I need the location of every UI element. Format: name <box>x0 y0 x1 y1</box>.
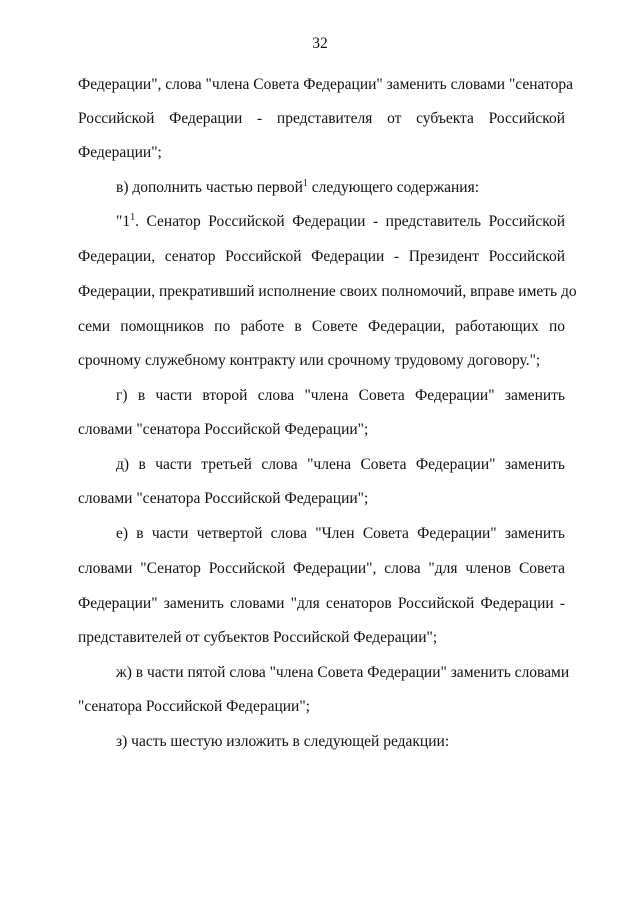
superscript: 1 <box>130 212 136 223</box>
text-line <box>116 177 565 199</box>
text-line <box>78 350 565 372</box>
text-line-content: "сенатора Российской Федерации"; <box>78 698 310 715</box>
text-line <box>78 316 565 338</box>
text-line <box>78 142 565 164</box>
page-number: 32 <box>312 35 328 52</box>
text-line <box>116 454 565 476</box>
text-line <box>78 696 565 718</box>
text-line-content: Федерации" заменить словами "для сенаторов Российской Федерации - <box>78 595 565 612</box>
text-line <box>116 385 565 407</box>
text-line-content: д) в части третьей слова "члена Совета Федерации" заменить <box>116 456 565 473</box>
text-line <box>116 211 565 233</box>
text-line-content: е) в части четвертой слова "Член Совета Федерации" заменить <box>116 525 565 542</box>
text-line-content: срочному служебному контракту или срочному трудовому договору."; <box>78 352 541 369</box>
text-line-content: представителей от субъектов Российской Федерации"; <box>78 629 438 646</box>
text-line <box>116 523 565 545</box>
text-line-continuation: . Сенатор Российской Федерации - представитель Российской <box>135 213 565 230</box>
text-line-content: словами "сенатора Российской Федерации"; <box>78 421 369 438</box>
text-line-continuation: следующего содержания: <box>307 179 480 196</box>
text-line <box>78 593 565 615</box>
text-line <box>78 419 565 441</box>
text-line-content: з) часть шестую изложить в следующей редакции: <box>116 733 450 750</box>
text-line <box>78 488 565 510</box>
text-line-content: г) в части второй слова "члена Совета Федерации" заменить <box>116 387 565 404</box>
text-line-content: Федерации", слова "члена Совета Федерации" заменить словами "сенатора <box>78 76 573 93</box>
text-line-content: семи помощников по работе в Совете Федерации, работающих по <box>78 318 565 335</box>
text-line <box>78 558 565 580</box>
text-line-content: словами "Сенатор Российской Федерации", слова "для членов Совета <box>78 560 565 577</box>
text-line-content: Федерации, сенатор Российской Федерации - Президент Российской <box>78 248 565 265</box>
text-line-content: Российской Федерации - представителя от субъекта Российской <box>78 110 565 127</box>
text-line <box>116 662 570 684</box>
text-line-content: Федерации"; <box>78 144 162 161</box>
text-line-content: словами "сенатора Российской Федерации"; <box>78 490 369 507</box>
text-line-content: ж) в части пятой слова "члена Совета Федерации" заменить словами <box>116 664 570 681</box>
text-line-content: "1 <box>116 213 131 230</box>
text-line <box>78 627 565 649</box>
text-line <box>116 731 565 753</box>
text-line <box>78 281 577 303</box>
text-line <box>78 74 573 96</box>
superscript: 1 <box>302 178 308 189</box>
text-line-content: Федерации, прекративший исполнение своих полномочий, вправе иметь до <box>78 283 577 300</box>
text-line <box>78 108 565 130</box>
text-line-content: в) дополнить частью первой <box>116 179 303 196</box>
text-line <box>78 246 565 268</box>
